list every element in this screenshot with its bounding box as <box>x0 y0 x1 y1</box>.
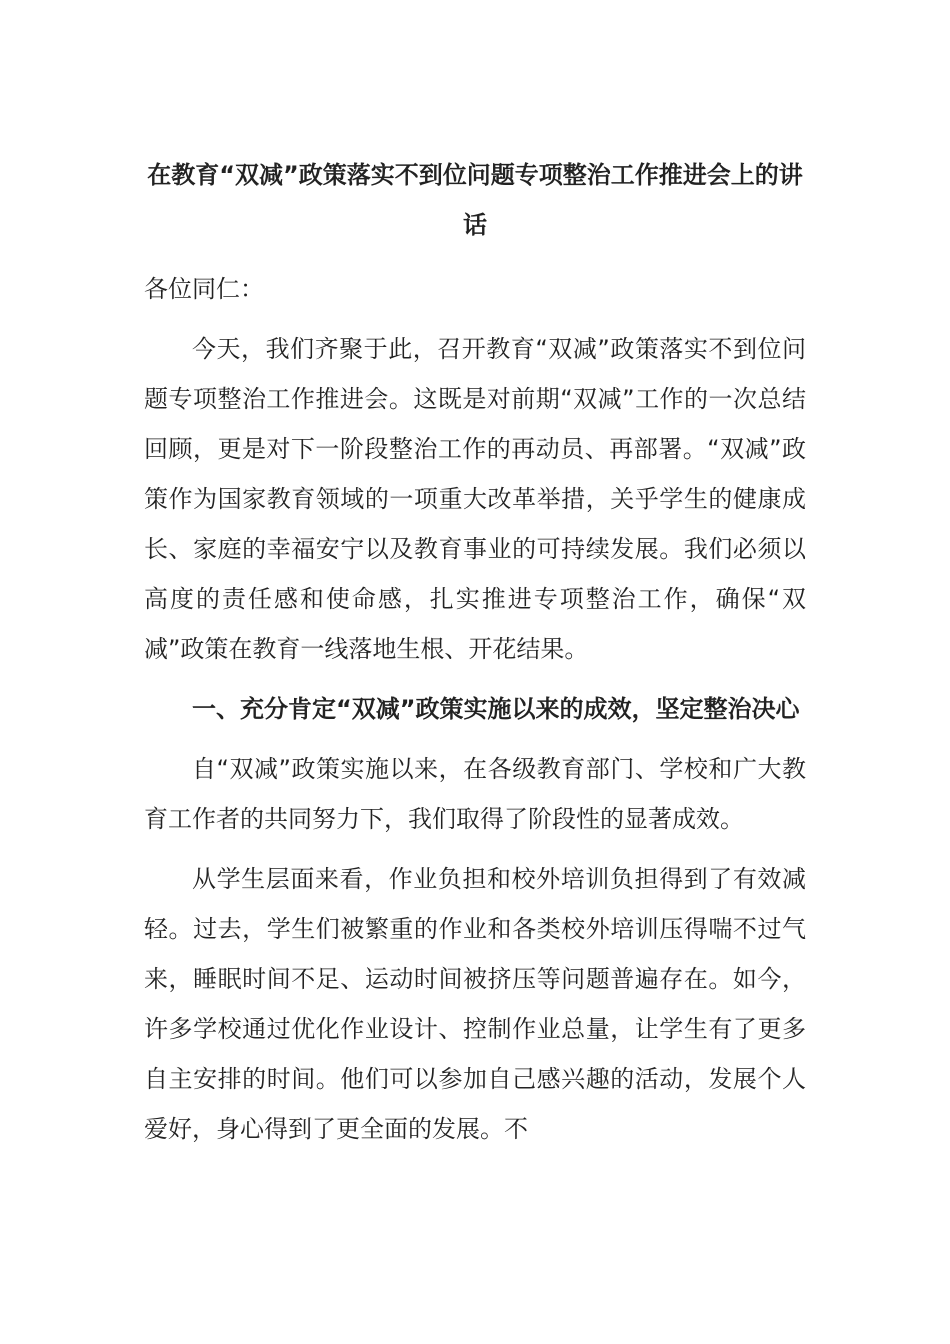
salutation: 各位同仁： <box>144 275 264 303</box>
section-heading-1: 一、充分肯定“双减”政策实施以来的成效，坚定整治决心 <box>192 695 800 723</box>
intro-paragraph: 今天，我们齐聚于此，召开教育“双减”政策落实不到位问题专项整治工作推进会。这既是对前期“双减”工作的一次总结回顾，更是对下一阶段整治工作的再动员、再部署。“双减”政策作为国家教育领域的一项重大改革举措，关乎学生的健康成长、家庭的幸福安宁以及教育事业的可持续发展。我们必须以高度的责任感和使命感，扎实推进专项整治工作，确保“双减”政策在教育一线落地生根、开花结果。 <box>144 335 806 663</box>
document-body <box>144 150 806 1154</box>
section-1-paragraph-2: 从学生层面来看，作业负担和校外培训负担得到了有效减轻。过去，学生们被繁重的作业和各类校外培训压得喘不过气来，睡眠时间不足、运动时间被挤压等问题普遍存在。如今，许多学校通过优化作业设计、控制作业总量，让学生有了更多自主安排的时间。他们可以参加自己感兴趣的活动，发展个人爱好，身心得到了更全面的发展。不 <box>144 865 806 1143</box>
section-1-paragraph-1: 自“双减”政策实施以来，在各级教育部门、学校和广大教育工作者的共同努力下，我们取得了阶段性的显著成效。 <box>144 755 806 833</box>
document-title: 在教育“双减”政策落实不到位问题专项整治工作推进会上的讲话 <box>147 161 803 239</box>
